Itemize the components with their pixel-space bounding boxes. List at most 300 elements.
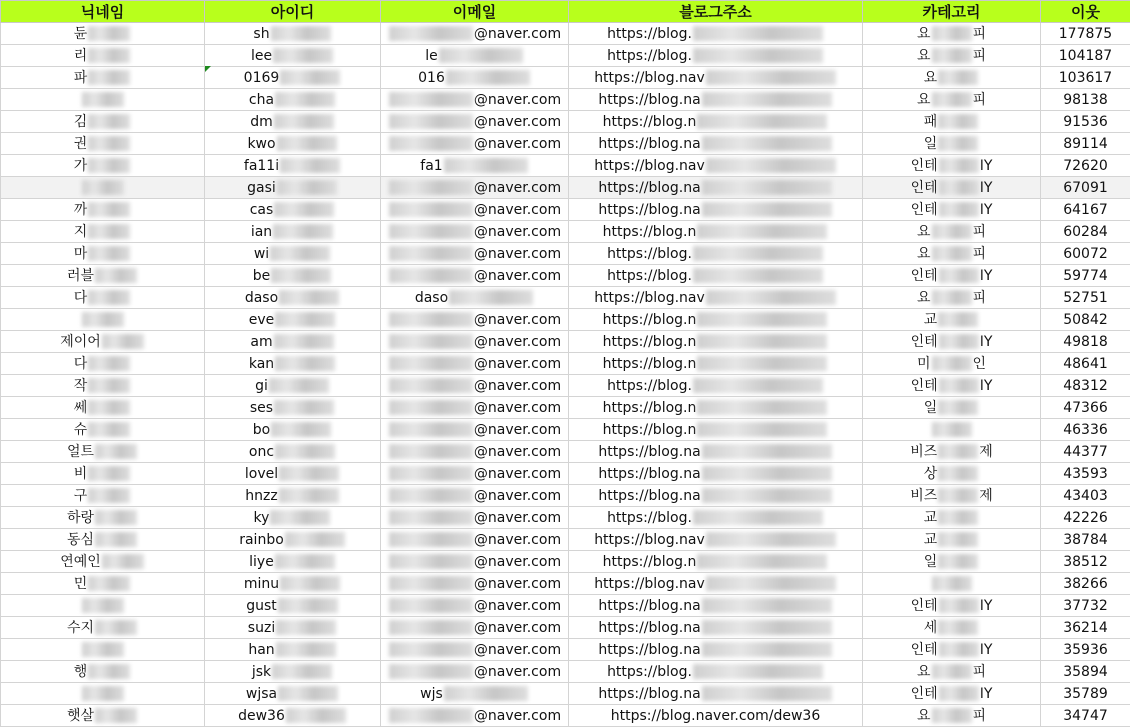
cell-user-id[interactable] (205, 23, 381, 45)
cell-user-id[interactable] (205, 45, 381, 67)
redacted-text (693, 664, 823, 679)
email-text: @naver.com (474, 422, 561, 438)
category-prefix: 비즈 (910, 488, 937, 504)
cell-blog-url[interactable] (569, 155, 863, 177)
cell-nickname[interactable] (1, 111, 205, 133)
cell-blog-url[interactable] (569, 23, 863, 45)
redacted-text (389, 598, 473, 613)
table-row[interactable] (1, 397, 1130, 419)
cell-nickname[interactable] (1, 155, 205, 177)
cell-user-id[interactable] (205, 397, 381, 419)
cell-email[interactable] (381, 397, 569, 419)
cell-blog-url[interactable] (569, 529, 863, 551)
cell-neighbor-count[interactable] (1041, 639, 1130, 661)
cell-nickname[interactable] (1, 397, 205, 419)
cell-category[interactable] (863, 683, 1041, 705)
cell-neighbor-count[interactable] (1041, 485, 1130, 507)
cell-email[interactable] (381, 661, 569, 683)
cell-neighbor-count[interactable] (1041, 705, 1130, 727)
cell-blog-url[interactable] (569, 661, 863, 683)
cell-user-id[interactable] (205, 463, 381, 485)
cell-nickname[interactable] (1, 507, 205, 529)
cell-category[interactable] (863, 287, 1041, 309)
cell-nickname[interactable] (1, 67, 205, 89)
header-email[interactable]: 이메일 (381, 1, 569, 23)
cell-email[interactable] (381, 595, 569, 617)
cell-nickname[interactable] (1, 243, 205, 265)
redacted-text (88, 378, 130, 393)
table-row[interactable] (1, 331, 1130, 353)
cell-category[interactable] (863, 221, 1041, 243)
cell-category[interactable] (863, 397, 1041, 419)
cell-blog-url[interactable] (569, 441, 863, 463)
cell-category[interactable] (863, 441, 1041, 463)
table-row[interactable] (1, 177, 1130, 199)
blog-url-text: https://blog.nav (594, 158, 705, 174)
cell-blog-url[interactable] (569, 617, 863, 639)
cell-blog-url[interactable] (569, 397, 863, 419)
redacted-text (389, 136, 473, 151)
cell-blog-url[interactable] (569, 287, 863, 309)
cell-user-id[interactable] (205, 331, 381, 353)
cell-neighbor-count[interactable] (1041, 221, 1130, 243)
cell-email[interactable] (381, 23, 569, 45)
email-text: @naver.com (474, 180, 561, 196)
blog-url-text: https://blog.n (603, 356, 697, 372)
cell-blog-url[interactable] (569, 639, 863, 661)
category-prefix: 인테 (911, 598, 938, 614)
cell-email[interactable] (381, 683, 569, 705)
table-row[interactable] (1, 309, 1130, 331)
cell-neighbor-count[interactable] (1041, 177, 1130, 199)
cell-user-id[interactable] (205, 617, 381, 639)
email-text: @naver.com (474, 576, 561, 592)
category-prefix: 요 (917, 26, 931, 42)
cell-neighbor-count[interactable] (1041, 353, 1130, 375)
redacted-text (82, 92, 124, 107)
cell-user-id[interactable] (205, 221, 381, 243)
table-row[interactable] (1, 683, 1130, 705)
redacted-text (279, 466, 339, 481)
cell-category[interactable] (863, 67, 1041, 89)
category-prefix: 요 (917, 290, 931, 306)
cell-user-id[interactable] (205, 155, 381, 177)
cell-nickname[interactable] (1, 265, 205, 287)
redacted-text (938, 400, 978, 415)
cell-nickname[interactable] (1, 551, 205, 573)
cell-user-id[interactable] (205, 705, 381, 727)
table-row[interactable] (1, 353, 1130, 375)
cell-neighbor-count[interactable] (1041, 661, 1130, 683)
cell-neighbor-count[interactable] (1041, 463, 1130, 485)
blog-url-text: https://blog.n (603, 422, 697, 438)
cell-nickname[interactable] (1, 353, 205, 375)
cell-email[interactable] (381, 529, 569, 551)
cell-nickname[interactable] (1, 375, 205, 397)
category-suffix: 피 (973, 48, 987, 64)
redacted-text (697, 400, 827, 415)
email-text: @naver.com (474, 202, 561, 218)
cell-blog-url[interactable] (569, 89, 863, 111)
cell-nickname[interactable] (1, 529, 205, 551)
cell-blog-url[interactable] (569, 199, 863, 221)
table-row[interactable] (1, 507, 1130, 529)
cell-neighbor-count[interactable] (1041, 551, 1130, 573)
cell-blog-url[interactable] (569, 705, 863, 727)
cell-email[interactable] (381, 441, 569, 463)
blog-url-text: https://blog.na (598, 620, 700, 636)
table-row[interactable] (1, 23, 1130, 45)
cell-nickname[interactable] (1, 419, 205, 441)
category-suffix: IY (980, 378, 993, 394)
redacted-text (446, 70, 530, 85)
cell-nickname[interactable] (1, 287, 205, 309)
redacted-text (272, 664, 332, 679)
cell-email[interactable] (381, 551, 569, 573)
cell-email[interactable] (381, 573, 569, 595)
cell-neighbor-count[interactable] (1041, 397, 1130, 419)
table-row[interactable] (1, 155, 1130, 177)
nickname-text: 지 (74, 224, 88, 240)
email-text: @naver.com (474, 26, 561, 42)
cell-email[interactable] (381, 243, 569, 265)
cell-neighbor-count[interactable] (1041, 133, 1130, 155)
cell-user-id[interactable] (205, 133, 381, 155)
cell-user-id[interactable] (205, 529, 381, 551)
header-user-id[interactable]: 아이디 (205, 1, 381, 23)
category-suffix: IY (980, 202, 993, 218)
header-category[interactable]: 카테고리 (863, 1, 1041, 23)
table-row[interactable] (1, 419, 1130, 441)
table-row[interactable] (1, 221, 1130, 243)
table-row[interactable] (1, 705, 1130, 727)
cell-blog-url[interactable] (569, 309, 863, 331)
cell-neighbor-count[interactable] (1041, 265, 1130, 287)
cell-blog-url[interactable] (569, 595, 863, 617)
blog-url-text: https://blog. (607, 26, 692, 42)
cell-neighbor-count[interactable] (1041, 507, 1130, 529)
cell-email[interactable] (381, 89, 569, 111)
blog-url-text: https://blog.nav (594, 532, 705, 548)
cell-user-id[interactable] (205, 89, 381, 111)
header-nickname[interactable]: 닉네임 (1, 1, 205, 23)
table-row[interactable] (1, 441, 1130, 463)
cell-user-id[interactable] (205, 595, 381, 617)
cell-category[interactable] (863, 243, 1041, 265)
redacted-text (444, 686, 528, 701)
cell-blog-url[interactable] (569, 375, 863, 397)
cell-category[interactable] (863, 573, 1041, 595)
cell-email[interactable] (381, 485, 569, 507)
cell-neighbor-count[interactable] (1041, 573, 1130, 595)
cell-blog-url[interactable] (569, 111, 863, 133)
cell-blog-url[interactable] (569, 551, 863, 573)
cell-blog-url[interactable] (569, 507, 863, 529)
cell-email[interactable] (381, 45, 569, 67)
cell-user-id[interactable] (205, 485, 381, 507)
cell-email[interactable] (381, 199, 569, 221)
redacted-text (697, 312, 827, 327)
email-text: @naver.com (474, 378, 561, 394)
table-row[interactable] (1, 111, 1130, 133)
cell-email[interactable] (381, 705, 569, 727)
cell-neighbor-count[interactable] (1041, 331, 1130, 353)
cell-user-id[interactable] (205, 309, 381, 331)
table-row[interactable] (1, 265, 1130, 287)
cell-category[interactable] (863, 485, 1041, 507)
table-row[interactable] (1, 551, 1130, 573)
cell-category[interactable] (863, 89, 1041, 111)
category-prefix: 인테 (911, 686, 938, 702)
category-prefix: 교 (924, 510, 938, 526)
cell-email[interactable] (381, 111, 569, 133)
cell-category[interactable] (863, 177, 1041, 199)
redacted-text (938, 444, 978, 459)
cell-nickname[interactable] (1, 89, 205, 111)
table-row[interactable] (1, 485, 1130, 507)
cell-user-id[interactable] (205, 287, 381, 309)
table-row[interactable] (1, 199, 1130, 221)
cell-user-id[interactable] (205, 639, 381, 661)
cell-nickname[interactable] (1, 573, 205, 595)
redacted-text (275, 444, 335, 459)
cell-user-id[interactable] (205, 67, 381, 89)
cell-user-id[interactable] (205, 419, 381, 441)
cell-nickname[interactable] (1, 441, 205, 463)
cell-user-id[interactable] (205, 683, 381, 705)
blog-url-text: https://blog. (607, 268, 692, 284)
cell-user-id[interactable] (205, 265, 381, 287)
cell-category[interactable] (863, 463, 1041, 485)
cell-blog-url[interactable] (569, 463, 863, 485)
cell-email[interactable] (381, 331, 569, 353)
header-blog-url[interactable]: 블로그주소 (569, 1, 863, 23)
blog-url-text: https://blog. (607, 510, 692, 526)
neighbor-count: 49818 (1063, 334, 1108, 350)
redacted-text (697, 224, 827, 239)
cell-blog-url[interactable] (569, 243, 863, 265)
cell-blog-url[interactable] (569, 419, 863, 441)
cell-user-id[interactable] (205, 661, 381, 683)
email-text: le (425, 48, 438, 64)
table-row[interactable] (1, 617, 1130, 639)
blog-url-text: https://blog.na (598, 180, 700, 196)
cell-email[interactable] (381, 265, 569, 287)
cell-category[interactable] (863, 111, 1041, 133)
cell-blog-url[interactable] (569, 573, 863, 595)
cell-user-id[interactable] (205, 353, 381, 375)
cell-neighbor-count[interactable] (1041, 287, 1130, 309)
cell-category[interactable] (863, 23, 1041, 45)
cell-nickname[interactable] (1, 331, 205, 353)
cell-blog-url[interactable] (569, 133, 863, 155)
redacted-text (389, 554, 473, 569)
redacted-text (932, 576, 972, 591)
table-row[interactable] (1, 67, 1130, 89)
cell-category[interactable] (863, 155, 1041, 177)
table-row[interactable] (1, 573, 1130, 595)
redacted-text (939, 642, 979, 657)
cell-category[interactable] (863, 661, 1041, 683)
blog-url-text: https://blog. (607, 664, 692, 680)
cell-category[interactable] (863, 45, 1041, 67)
redacted-text (702, 598, 832, 613)
cell-blog-url[interactable] (569, 265, 863, 287)
header-row (1, 1, 1130, 23)
cell-nickname[interactable] (1, 463, 205, 485)
cell-email[interactable] (381, 155, 569, 177)
blog-url-text: https://blog.na (598, 466, 700, 482)
cell-nickname[interactable] (1, 199, 205, 221)
blog-url-text: https://blog.nav (594, 70, 705, 86)
cell-user-id[interactable] (205, 507, 381, 529)
cell-neighbor-count[interactable] (1041, 375, 1130, 397)
cell-category[interactable] (863, 617, 1041, 639)
cell-neighbor-count[interactable] (1041, 111, 1130, 133)
cell-neighbor-count[interactable] (1041, 683, 1130, 705)
cell-neighbor-count[interactable] (1041, 617, 1130, 639)
cell-neighbor-count[interactable] (1041, 529, 1130, 551)
cell-nickname[interactable] (1, 705, 205, 727)
cell-email[interactable] (381, 221, 569, 243)
cell-user-id[interactable] (205, 441, 381, 463)
neighbor-count: 43403 (1063, 488, 1108, 504)
neighbor-count: 60072 (1063, 246, 1108, 262)
cell-category[interactable] (863, 375, 1041, 397)
table-row[interactable] (1, 45, 1130, 67)
cell-category[interactable] (863, 265, 1041, 287)
cell-category[interactable] (863, 419, 1041, 441)
user-id-text: gust (246, 598, 277, 614)
cell-nickname[interactable] (1, 683, 205, 705)
cell-email[interactable] (381, 309, 569, 331)
user-id-text: suzi (248, 620, 275, 636)
cell-email[interactable] (381, 353, 569, 375)
cell-email[interactable] (381, 419, 569, 441)
cell-blog-url[interactable] (569, 331, 863, 353)
cell-blog-url[interactable] (569, 683, 863, 705)
cell-category[interactable] (863, 507, 1041, 529)
cell-category[interactable] (863, 199, 1041, 221)
cell-category[interactable] (863, 639, 1041, 661)
table-row[interactable] (1, 243, 1130, 265)
table-row[interactable] (1, 529, 1130, 551)
table-row[interactable] (1, 463, 1130, 485)
redacted-text (273, 48, 333, 63)
cell-neighbor-count[interactable] (1041, 45, 1130, 67)
category-suffix: 피 (973, 224, 987, 240)
cell-user-id[interactable] (205, 177, 381, 199)
cell-nickname[interactable] (1, 617, 205, 639)
cell-nickname[interactable] (1, 133, 205, 155)
table-row[interactable] (1, 595, 1130, 617)
cell-blog-url[interactable] (569, 177, 863, 199)
cell-category[interactable] (863, 595, 1041, 617)
redacted-text (82, 642, 124, 657)
cell-email[interactable] (381, 133, 569, 155)
cell-email[interactable] (381, 617, 569, 639)
cell-blog-url[interactable] (569, 485, 863, 507)
blog-url-text: https://blog.naver.com/dew36 (611, 708, 821, 724)
redacted-text (102, 334, 144, 349)
cell-user-id[interactable] (205, 375, 381, 397)
cell-nickname[interactable] (1, 177, 205, 199)
cell-category[interactable] (863, 529, 1041, 551)
cell-blog-url[interactable] (569, 45, 863, 67)
redacted-text (88, 664, 130, 679)
category-suffix: 인 (973, 356, 987, 372)
cell-blog-url[interactable] (569, 67, 863, 89)
cell-nickname[interactable] (1, 639, 205, 661)
cell-neighbor-count[interactable] (1041, 155, 1130, 177)
cell-email[interactable] (381, 287, 569, 309)
redacted-text (280, 576, 340, 591)
cell-blog-url[interactable] (569, 221, 863, 243)
cell-user-id[interactable] (205, 551, 381, 573)
redacted-text (389, 268, 473, 283)
cell-blog-url[interactable] (569, 353, 863, 375)
redacted-text (702, 180, 832, 195)
cell-email[interactable] (381, 507, 569, 529)
table-row[interactable] (1, 639, 1130, 661)
cell-neighbor-count[interactable] (1041, 67, 1130, 89)
table-row[interactable] (1, 661, 1130, 683)
cell-nickname[interactable] (1, 221, 205, 243)
cell-category[interactable] (863, 133, 1041, 155)
redacted-text (389, 422, 473, 437)
table-row[interactable] (1, 133, 1130, 155)
cell-neighbor-count[interactable] (1041, 419, 1130, 441)
cell-neighbor-count[interactable] (1041, 441, 1130, 463)
cell-email[interactable] (381, 67, 569, 89)
cell-category[interactable] (863, 309, 1041, 331)
cell-nickname[interactable] (1, 661, 205, 683)
cell-category[interactable] (863, 331, 1041, 353)
cell-neighbor-count[interactable] (1041, 89, 1130, 111)
cell-neighbor-count[interactable] (1041, 199, 1130, 221)
cell-email[interactable] (381, 375, 569, 397)
table-row[interactable] (1, 89, 1130, 111)
cell-user-id[interactable] (205, 573, 381, 595)
cell-nickname[interactable] (1, 595, 205, 617)
cell-email[interactable] (381, 639, 569, 661)
redacted-text (389, 708, 473, 723)
blog-url-text: https://blog.na (598, 598, 700, 614)
cell-neighbor-count[interactable] (1041, 243, 1130, 265)
cell-category[interactable] (863, 353, 1041, 375)
header-neighbors[interactable]: 이웃 (1041, 1, 1130, 23)
cell-nickname[interactable] (1, 485, 205, 507)
cell-nickname[interactable] (1, 309, 205, 331)
cell-nickname[interactable] (1, 23, 205, 45)
cell-email[interactable] (381, 463, 569, 485)
cell-neighbor-count[interactable] (1041, 595, 1130, 617)
table-row[interactable] (1, 375, 1130, 397)
cell-user-id[interactable] (205, 243, 381, 265)
redacted-text (88, 488, 130, 503)
category-suffix: 제 (979, 444, 993, 460)
cell-nickname[interactable] (1, 45, 205, 67)
redacted-text (271, 268, 331, 283)
cell-email[interactable] (381, 177, 569, 199)
cell-neighbor-count[interactable] (1041, 23, 1130, 45)
table-row[interactable] (1, 287, 1130, 309)
cell-user-id[interactable] (205, 199, 381, 221)
cell-category[interactable] (863, 705, 1041, 727)
cell-neighbor-count[interactable] (1041, 309, 1130, 331)
cell-user-id[interactable] (205, 111, 381, 133)
cell-category[interactable] (863, 551, 1041, 573)
